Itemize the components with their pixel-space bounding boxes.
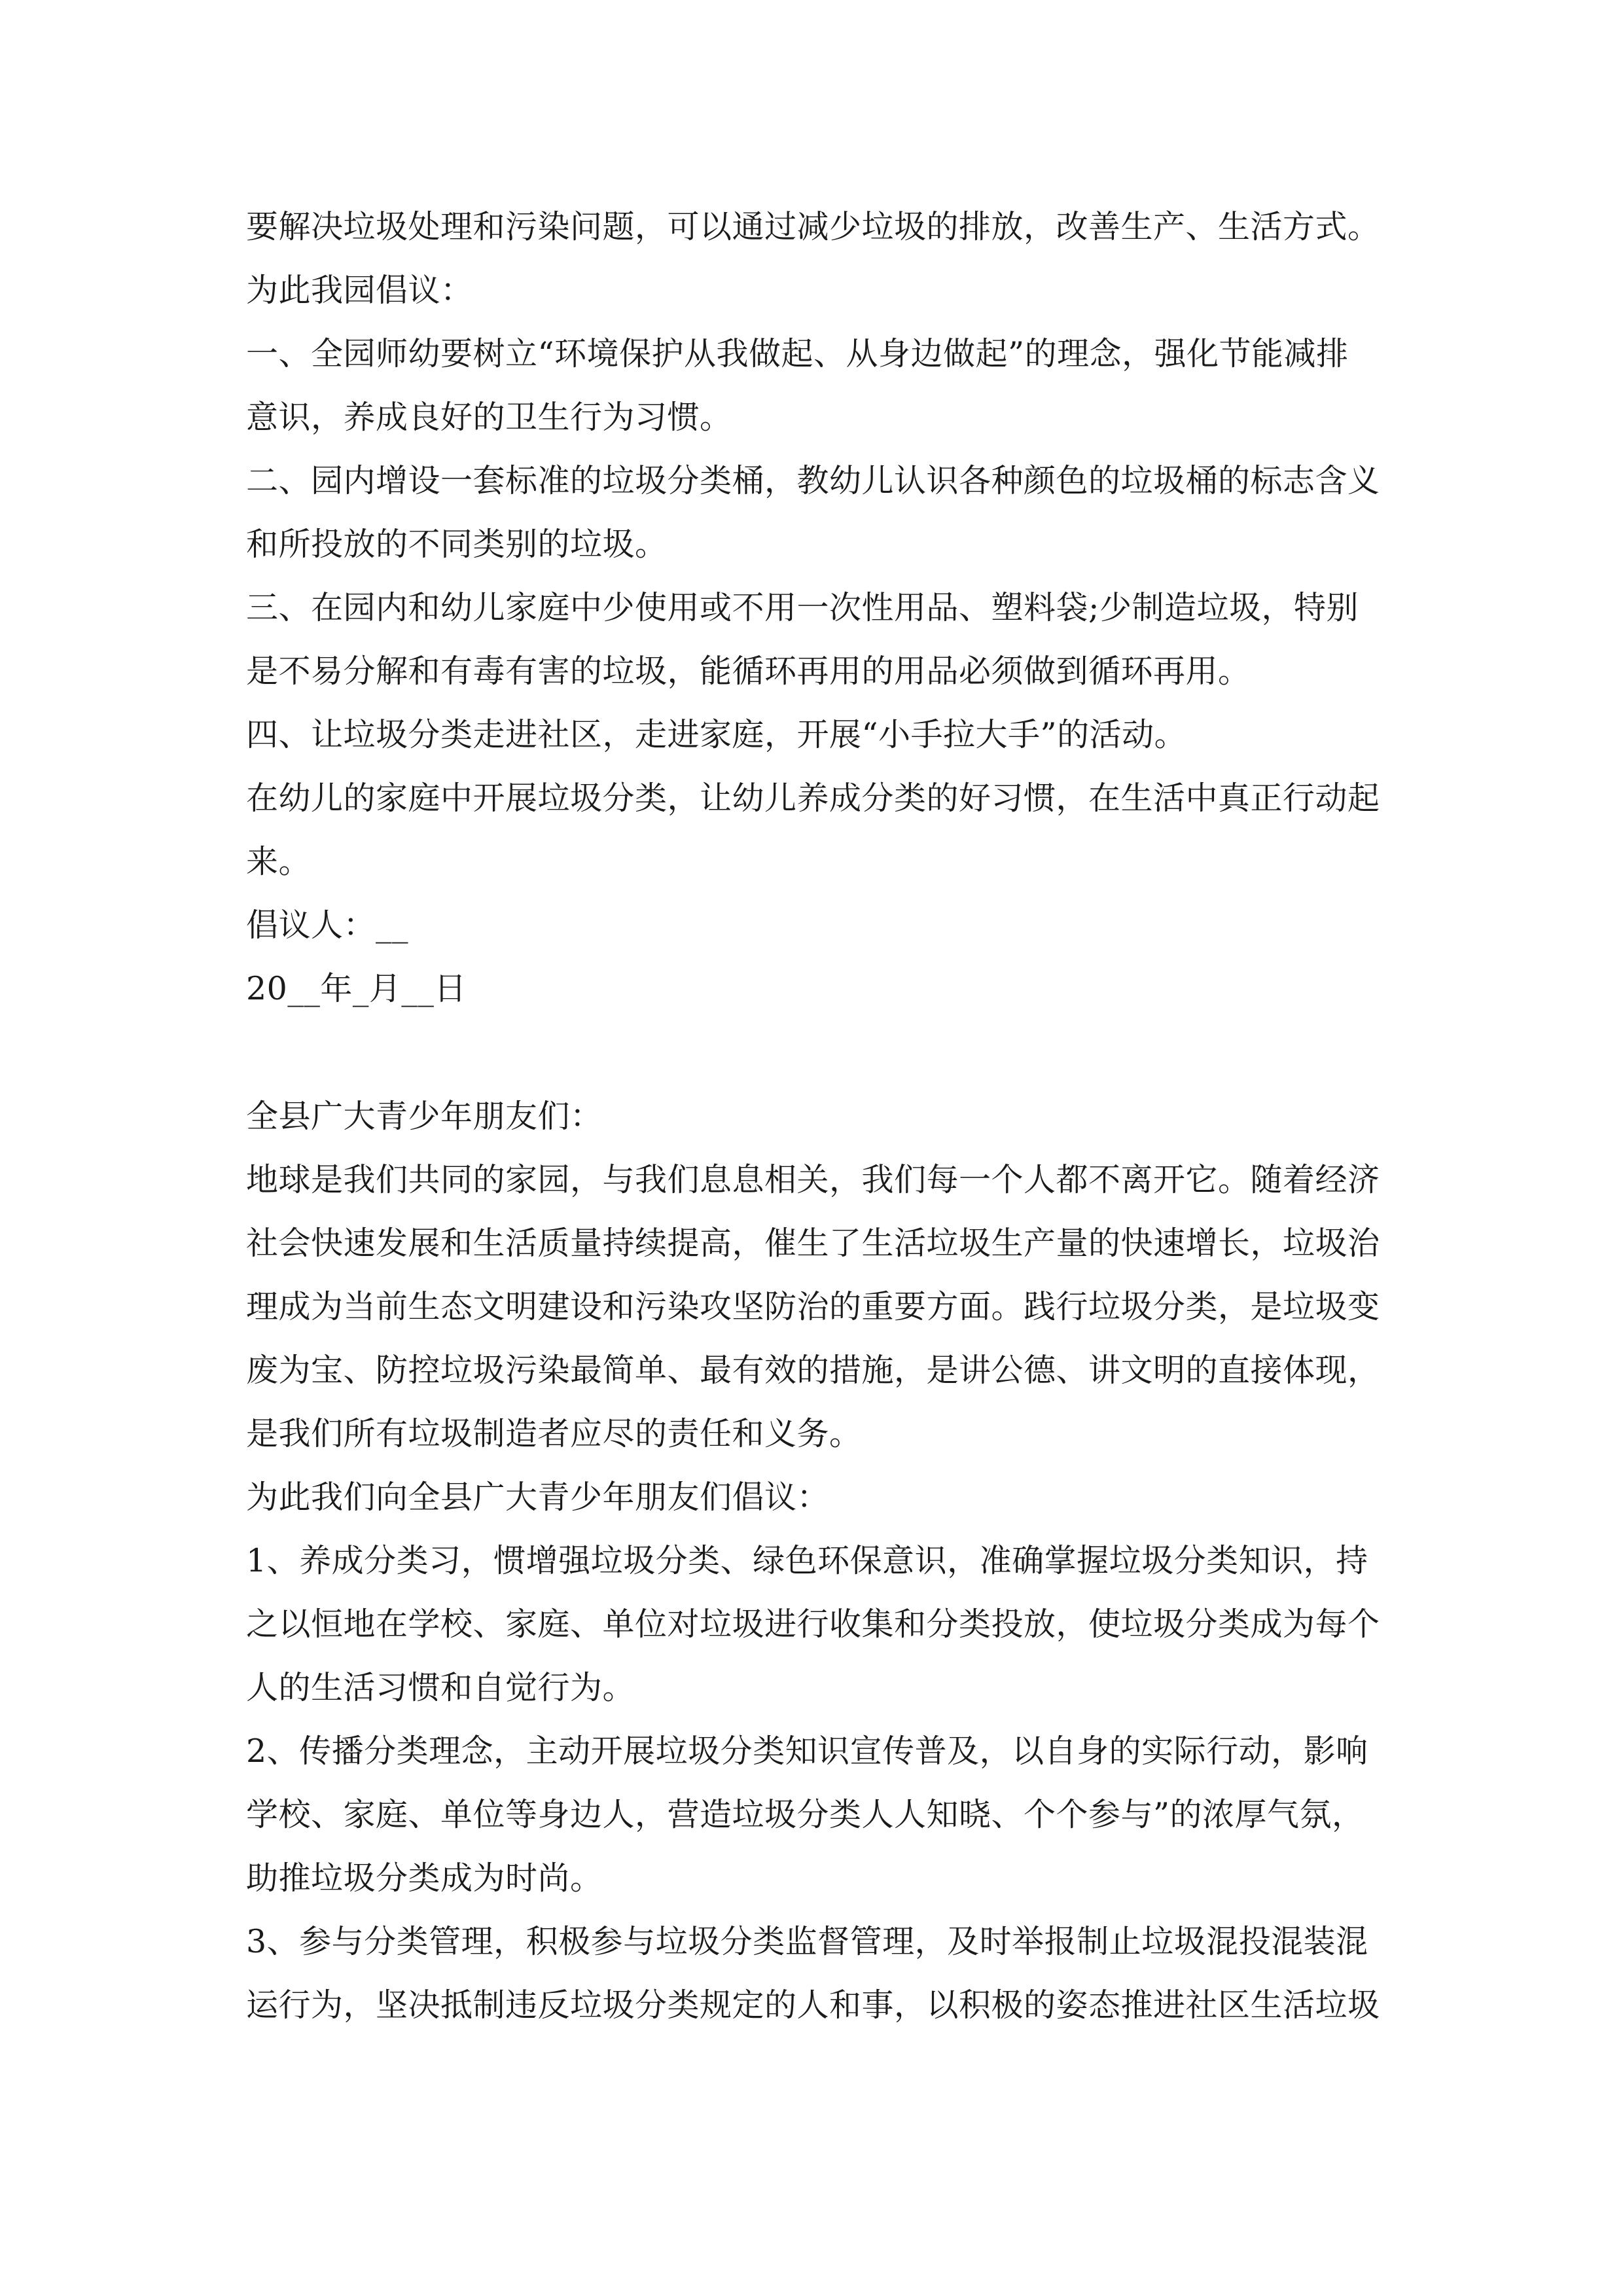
text-line: 助推垃圾分类成为时尚。 xyxy=(246,1859,603,1897)
text-line: 理成为当前生态文明建设和污染攻坚防治的重要方面。践行垃圾分类，是垃圾变 xyxy=(246,1288,1380,1325)
document-body xyxy=(246,195,1385,2037)
text-line: 社会快速发展和生活质量持续提高，催生了生活垃圾生产量的快速增长，垃圾治 xyxy=(246,1225,1380,1262)
text-line: 三、在园内和幼儿家庭中少使用或不用一次性用品、塑料袋;少制造垃圾，特别 xyxy=(246,589,1359,626)
text-line: 运行为，坚决抵制违反垃圾分类规定的人和事，以积极的姿态推进社区生活垃圾 xyxy=(246,1986,1380,2024)
signature-line: 倡议人：__ xyxy=(246,906,409,944)
text-line: 四、让垃圾分类走进社区，走进家庭，开展“小手拉大手”的活动。 xyxy=(246,716,1187,753)
text-line: 地球是我们共同的家园，与我们息息相关，我们每一个人都不离开它。随着经济 xyxy=(246,1161,1380,1198)
text-line: 在幼儿的家庭中开展垃圾分类，让幼儿养成分类的好习惯，在生活中真正行动起 xyxy=(246,780,1380,817)
text-line: 人的生活习惯和自觉行为。 xyxy=(246,1669,635,1706)
text-line: 2、传播分类理念，主动开展垃圾分类知识宣传普及，以自身的实际行动，影响 xyxy=(246,1732,1368,1770)
text-line: 3、参与分类管理，积极参与垃圾分类监督管理，及时举报制止垃圾混投混装混 xyxy=(246,1923,1368,1960)
text-line: 1、养成分类习，惯增强垃圾分类、绿色环保意识，准确掌握垃圾分类知识，持 xyxy=(246,1542,1368,1579)
text-line: 为此我们向全县广大青少年朋友们倡议： xyxy=(246,1479,830,1516)
initiative-youth xyxy=(246,1085,1385,2037)
text-line: 为此我园倡议： xyxy=(246,272,473,309)
text-line: 是不易分解和有毒有害的垃圾，能循环再用的用品必须做到循环再用。 xyxy=(246,653,1251,690)
text-line: 要解决垃圾处理和污染问题，可以通过减少垃圾的排放，改善生产、生活方式。 xyxy=(246,208,1380,245)
text-line: 之以恒地在学校、家庭、单位对垃圾进行收集和分类投放，使垃圾分类成为每个 xyxy=(246,1605,1380,1643)
date-line: 20__年_月__日 xyxy=(246,970,467,1007)
text-line: 来。 xyxy=(246,843,312,880)
text-line: 废为宝、防控垃圾污染最简单、最有效的措施，是讲公德、讲文明的直接体现， xyxy=(246,1352,1380,1389)
salutation-line: 全县广大青少年朋友们： xyxy=(246,1098,603,1135)
text-line: 意识，养成良好的卫生行为习惯。 xyxy=(246,399,732,436)
text-line: 学校、家庭、单位等身边人，营造垃圾分类人人知晓、个个参与”的浓厚气氛， xyxy=(246,1796,1364,1833)
section-spacer xyxy=(246,1020,1385,1085)
text-line: 二、园内增设一套标准的垃圾分类桶，教幼儿认识各种颜色的垃圾桶的标志含义 xyxy=(246,462,1380,499)
text-line: 一、全园师幼要树立“环境保护从我做起、从身边做起”的理念，强化节能减排 xyxy=(246,335,1349,372)
text-line: 和所投放的不同类别的垃圾。 xyxy=(246,526,668,563)
initiative-kindergarten xyxy=(246,195,1385,1020)
text-line: 是我们所有垃圾制造者应尽的责任和义务。 xyxy=(246,1415,862,1452)
